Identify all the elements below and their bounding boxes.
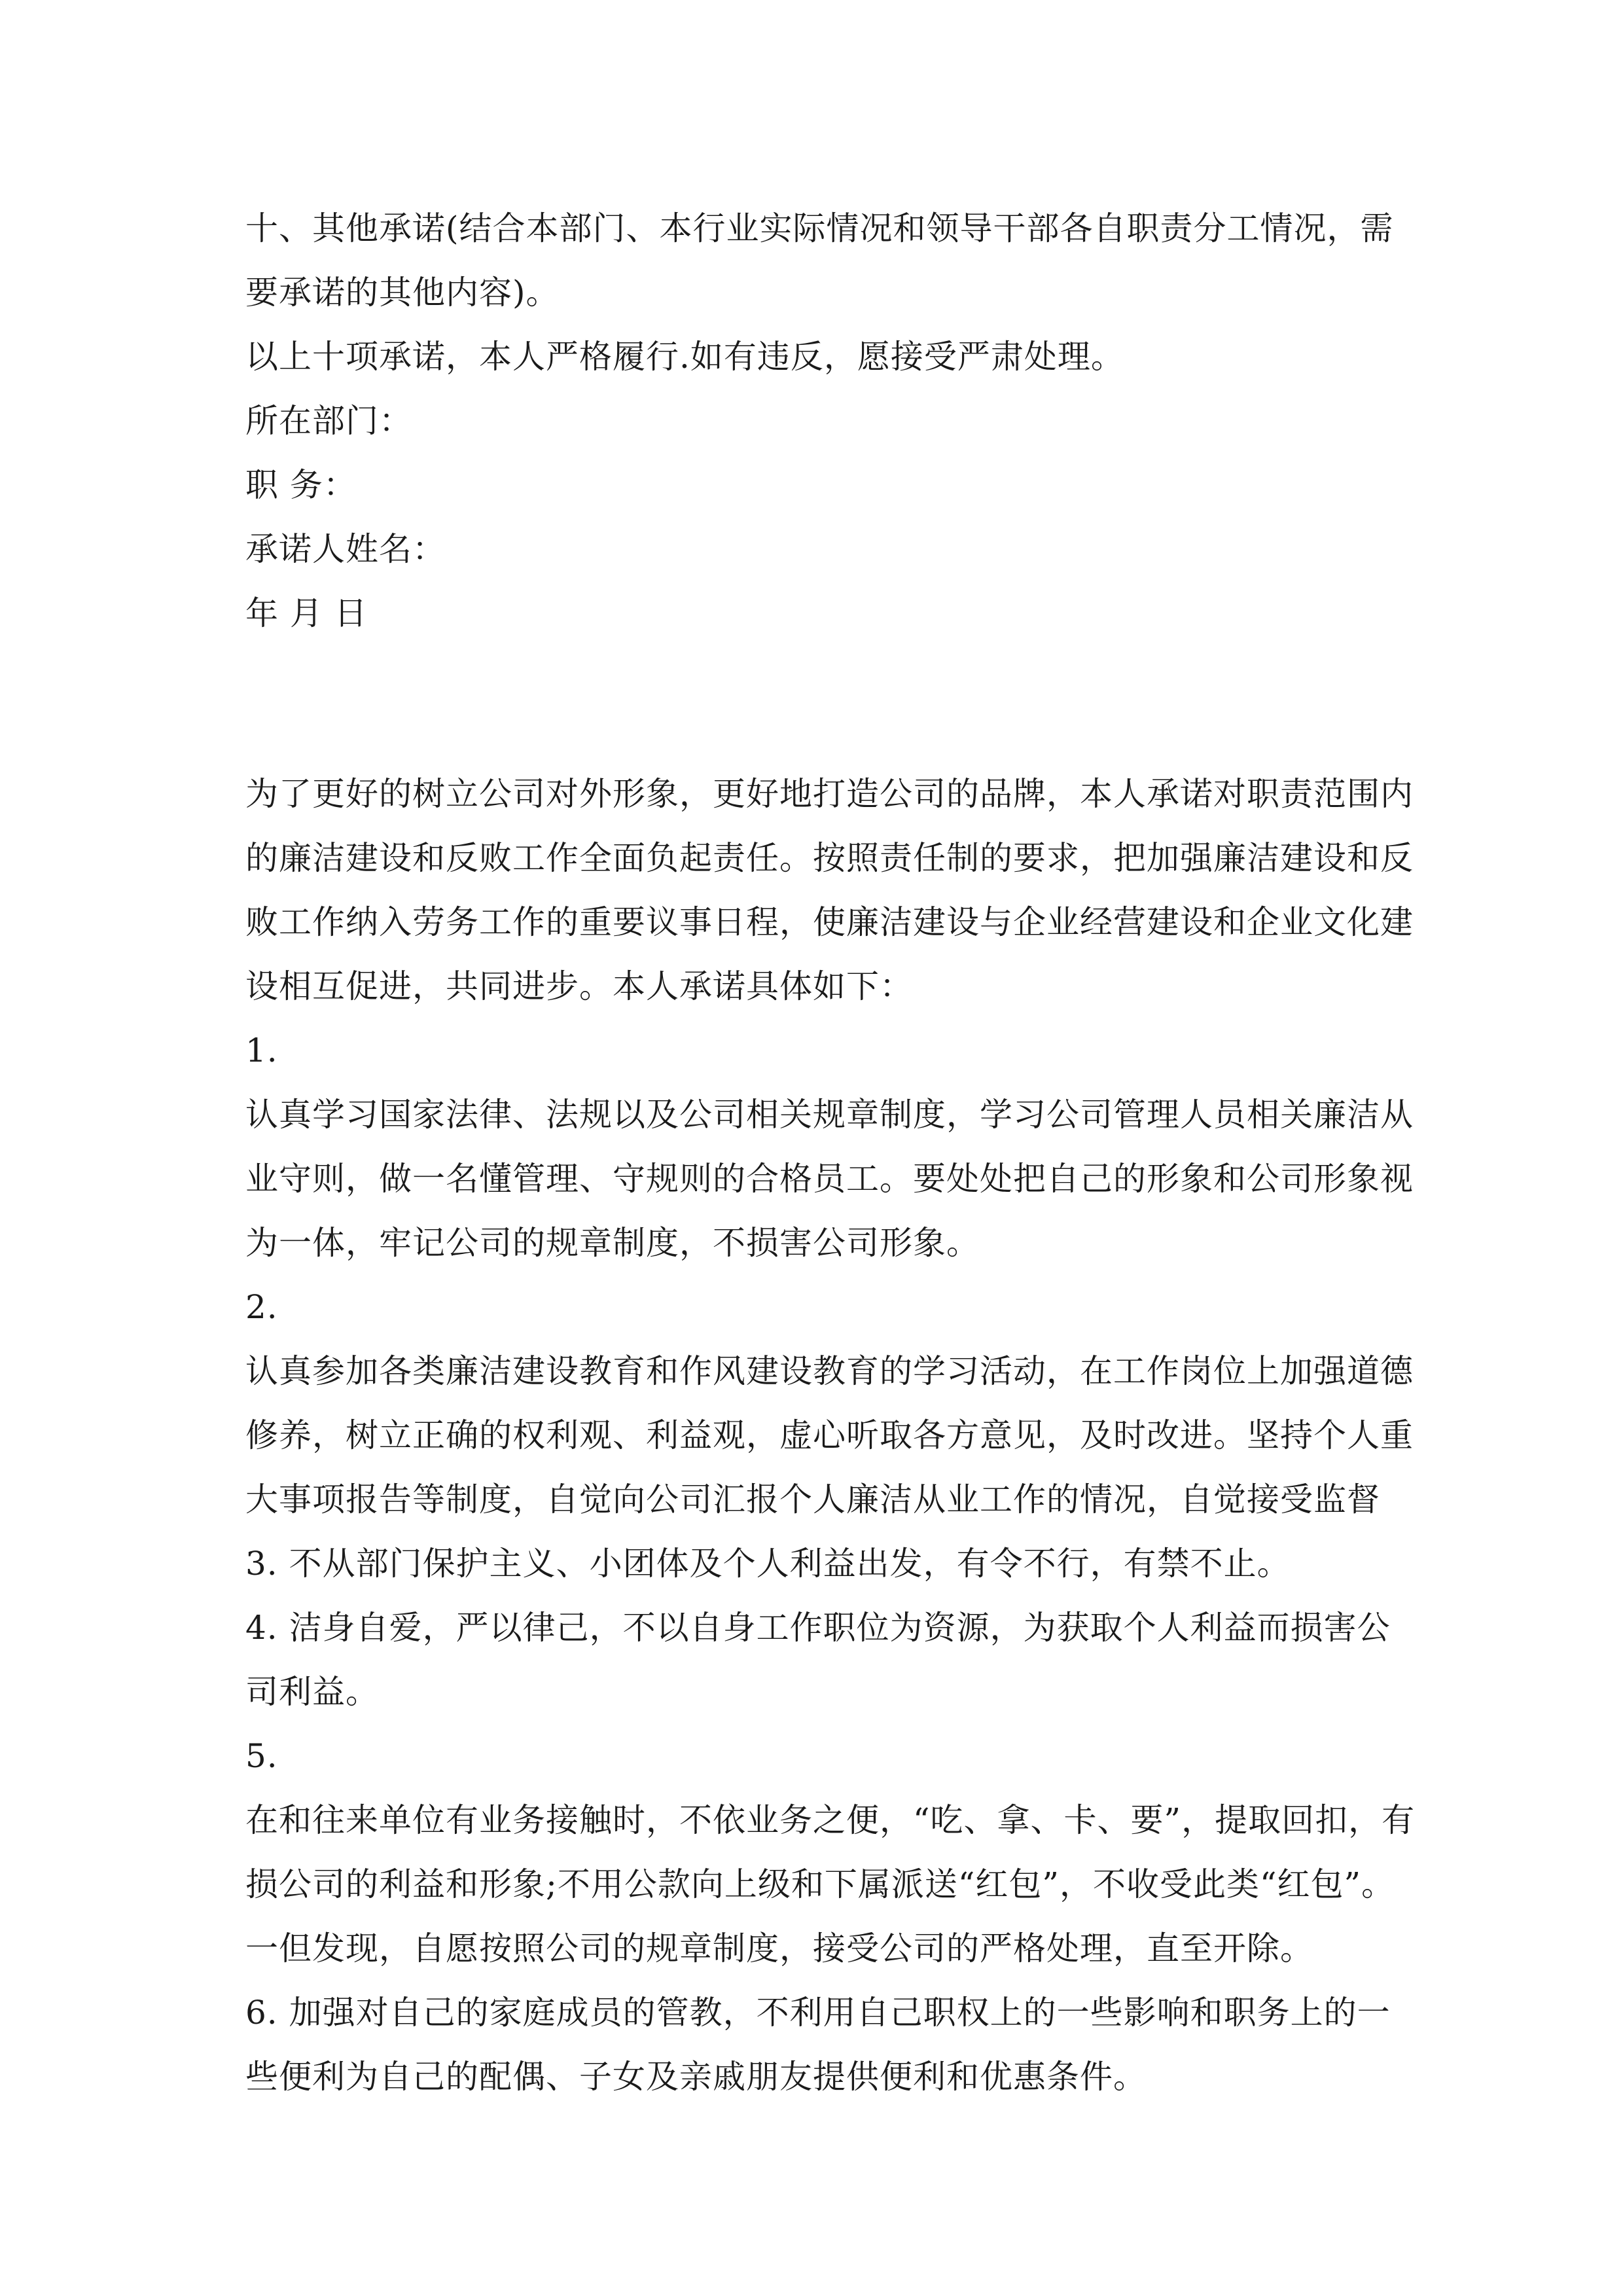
- position-label: 职 务：: [245, 466, 357, 504]
- department-label: 所在部门：: [245, 402, 412, 440]
- list-item: 6. 加强对自己的家庭成员的管教，不利用自己职权上的一些影响和职务上的一: [245, 1994, 1391, 2032]
- paragraph-line: 要承诺的其他内容)。: [245, 274, 560, 312]
- paragraph-line: 败工作纳入劳务工作的重要议事日程，使廉洁建设与企业经营建设和企业文化建: [245, 903, 1414, 941]
- paragraph-line: 以上十项承诺，本人严格履行.如有违反，愿接受严肃处理。: [245, 338, 1124, 376]
- date-label: 年 月 日: [245, 594, 368, 632]
- paragraph-line: 些便利为自己的配偶、子女及亲戚朋友提供便利和优惠条件。: [245, 2058, 1147, 2096]
- paragraph-line: 认真参加各类廉洁建设教育和作风建设教育的学习活动，在工作岗位上加强道德: [245, 1352, 1414, 1390]
- paragraph-line: 司利益。: [245, 1673, 379, 1711]
- item-number: 2.: [245, 1288, 278, 1326]
- item-number: 5.: [245, 1737, 278, 1775]
- paragraph-line: 为了更好的树立公司对外形象，更好地打造公司的品牌，本人承诺对职责范围内: [245, 775, 1414, 813]
- paragraph-line: 在和往来单位有业务接触时，不依业务之便，“吃、拿、卡、要”，提取回扣，有: [245, 1801, 1416, 1839]
- section-gap: [245, 645, 1397, 762]
- paragraph-line: 大事项报告等制度，自觉向公司汇报个人廉洁从业工作的情况，自觉接受监督: [245, 1480, 1380, 1518]
- paragraph-line: 业守则，做一名懂管理、守规则的合格员工。要处处把自己的形象和公司形象视: [245, 1160, 1414, 1198]
- paragraph-line: 为一体，牢记公司的规章制度，不损害公司形象。: [245, 1224, 980, 1262]
- paragraph-line: 设相互促进，共同进步。本人承诺具体如下：: [245, 967, 913, 1005]
- paragraph-line: 十、其他承诺(结合本部门、本行业实际情况和领导干部各自职责分工情况，需: [245, 209, 1394, 247]
- section-integrity-commitment: [245, 762, 1416, 2109]
- list-item: 4. 洁身自爱，严以律己，不以自身工作职位为资源，为获取个人利益而损害公: [245, 1609, 1391, 1647]
- section-commitment-closing: [245, 196, 1397, 645]
- list-item: 3. 不从部门保护主义、小团体及个人利益出发，有令不行，有禁不止。: [245, 1545, 1291, 1583]
- item-number: 1.: [245, 1031, 278, 1069]
- paragraph-line: 的廉洁建设和反败工作全面负起责任。按照责任制的要求，把加强廉洁建设和反: [245, 839, 1414, 877]
- paragraph-line: 认真学习国家法律、法规以及公司相关规章制度，学习公司管理人员相关廉洁从: [245, 1096, 1414, 1134]
- paragraph-line: 一但发现，自愿按照公司的规章制度，接受公司的严格处理，直至开除。: [245, 1929, 1313, 1967]
- paragraph-line: 修养，树立正确的权利观、利益观，虚心听取各方意见，及时改进。坚持个人重: [245, 1416, 1414, 1454]
- signatory-name-label: 承诺人姓名：: [245, 530, 446, 568]
- document-page: [245, 196, 1416, 2109]
- paragraph-line: 损公司的利益和形象;不用公款向上级和下属派送“红包”，不收受此类“红包”。: [245, 1865, 1395, 1903]
